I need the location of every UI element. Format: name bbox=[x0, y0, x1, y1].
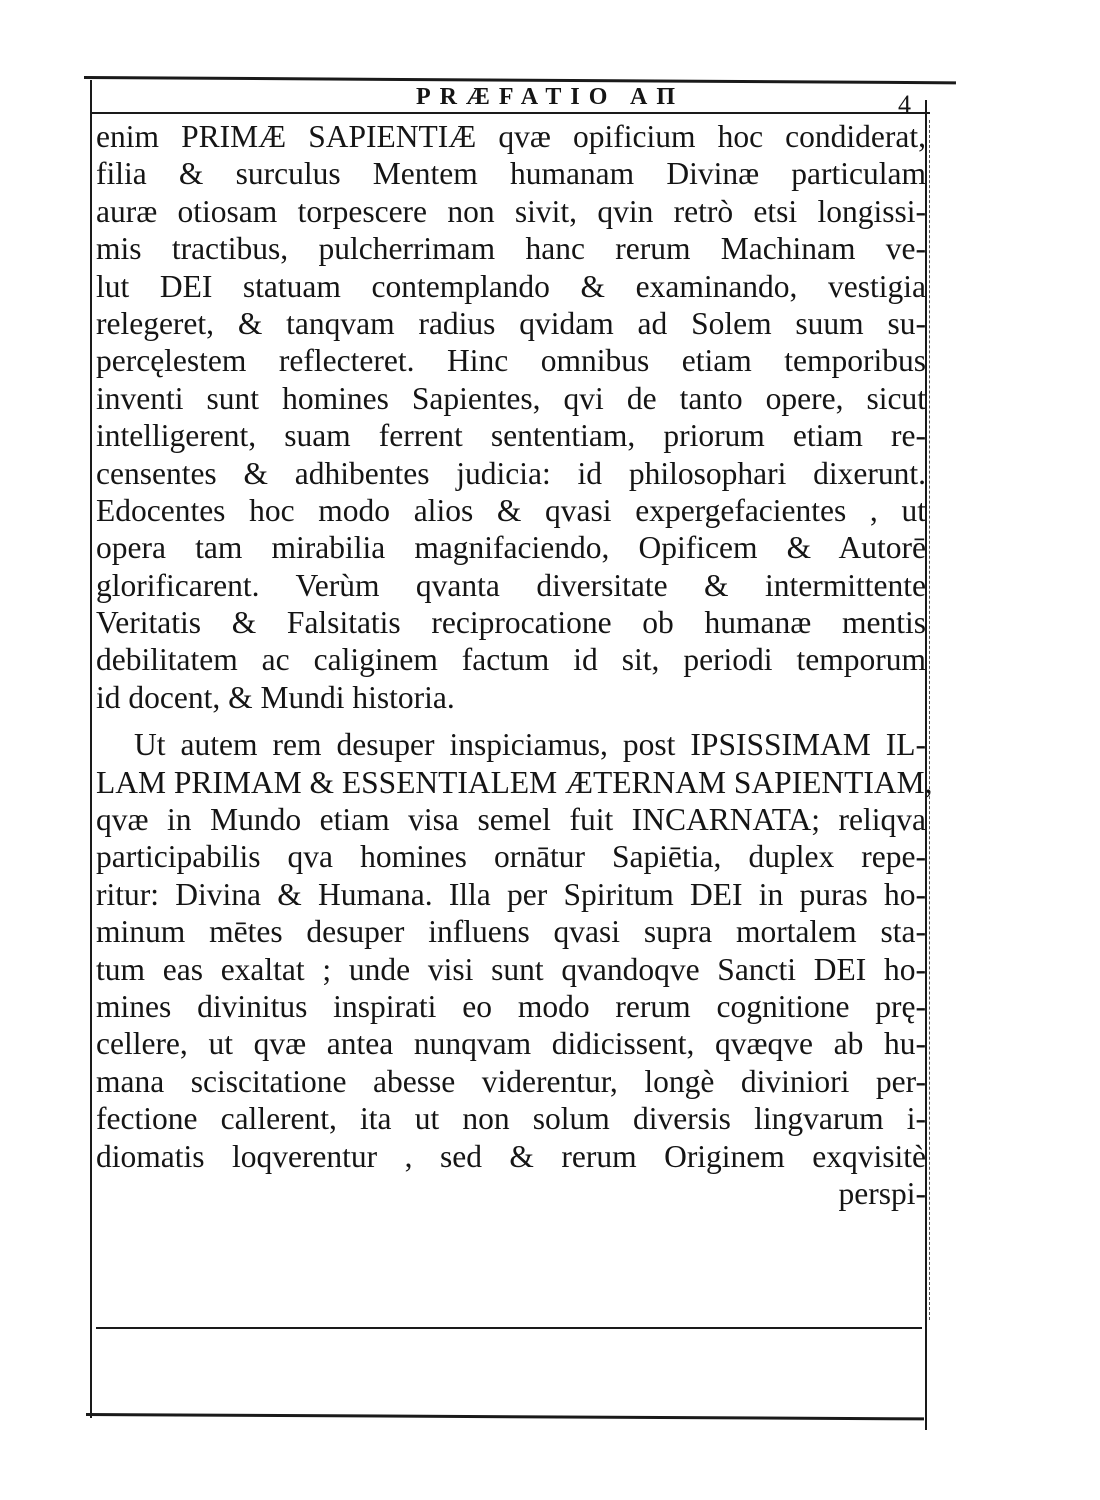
running-head: PRÆFATIO AΠ bbox=[415, 84, 685, 110]
text-line: LAM PRIMAM & ESSENTIALEM ÆTERNAM SAPIENTIAM, bbox=[96, 764, 933, 800]
text-line: tum eas exaltat ; unde visi sunt qvandoqve Sancti DEI ho- bbox=[96, 951, 926, 987]
right-dotted-rule bbox=[929, 120, 930, 1320]
text-line: enim PRIMÆ SAPIENTIÆ qvæ opificium hoc condiderat, bbox=[96, 119, 926, 154]
text-line: id docent, & Mundi historia. bbox=[96, 679, 455, 715]
text-line: inventi sunt homines Sapientes, qvi de tanto opere, sicut bbox=[96, 380, 926, 416]
text-line: cellere, ut qvæ antea nunqvam didicissent, qvæqve ab hu- bbox=[96, 1026, 926, 1062]
paragraph-2 bbox=[96, 726, 933, 1212]
text-line: auræ otiosam torpescere non sivit, qvin retrò etsi longissi- bbox=[96, 193, 926, 229]
text-line: Ut autem rem desuper inspiciamus, post IPSISSIMAM IL- bbox=[134, 727, 926, 763]
text-line: minum mētes desuper influens qvasi supra mortalem sta- bbox=[96, 914, 926, 950]
text-line: mis tractibus, pulcherrimam hanc rerum Machinam ve- bbox=[96, 231, 926, 267]
text-line: percęlestem reflecteret. Hinc omnibus etiam temporibus bbox=[96, 343, 926, 379]
text-line: lut DEI statuam contemplando & examinando, vestigia bbox=[96, 268, 926, 304]
bottom-inner-rule bbox=[96, 1327, 922, 1329]
text-line: opera tam mirabilia magnifaciendo, Opificem & Autorē bbox=[96, 530, 926, 566]
text-block bbox=[96, 118, 933, 1212]
paragraph-1 bbox=[96, 118, 926, 716]
text-line: Edocentes hoc modo alios & qvasi expergefacientes , ut bbox=[96, 492, 926, 528]
text-line: intelligerent, suam ferrent sententiam, priorum etiam re- bbox=[96, 418, 926, 454]
text-line: ritur: Divina & Humana. Illa per Spiritum DEI in puras ho- bbox=[96, 876, 926, 912]
text-line: debilitatem ac caliginem factum id sit, periodi temporum bbox=[96, 642, 926, 678]
bottom-outer-rule bbox=[86, 1413, 924, 1420]
text-line: censentes & adhibentes judicia: id philosophari dixerunt. bbox=[96, 455, 926, 491]
text-line: mana sciscitatione abesse viderentur, longè diviniori per- bbox=[96, 1063, 926, 1099]
text-line: glorificarent. Verùm qvanta diversitate & intermittente bbox=[96, 567, 926, 603]
catchword: perspi- bbox=[838, 1175, 926, 1211]
text-line: participabilis qva homines ornātur Sapiētia, duplex repe- bbox=[96, 839, 926, 875]
text-line: diomatis loqverentur , sed & rerum Originem exqvisitè bbox=[96, 1138, 926, 1174]
text-line: relegeret, & tanqvam radius qvidam ad Solem suum su- bbox=[96, 305, 926, 341]
text-line: Veritatis & Falsitatis reciprocatione ob humanæ mentis bbox=[96, 605, 926, 641]
page-number: 4 bbox=[898, 90, 911, 119]
text-line: qvæ in Mundo etiam visa semel fuit INCARNATA; reliqva bbox=[96, 802, 926, 838]
left-frame-rule bbox=[90, 80, 92, 1418]
text-line: mines divinitus inspirati eo modo rerum cognitione prę- bbox=[96, 988, 926, 1024]
text-line: fectione callerent, ita ut non solum diversis lingvarum i- bbox=[96, 1101, 926, 1137]
text-line: filia & surculus Mentem humanam Divinæ particulam bbox=[96, 156, 926, 192]
top-inner-rule bbox=[92, 112, 930, 114]
